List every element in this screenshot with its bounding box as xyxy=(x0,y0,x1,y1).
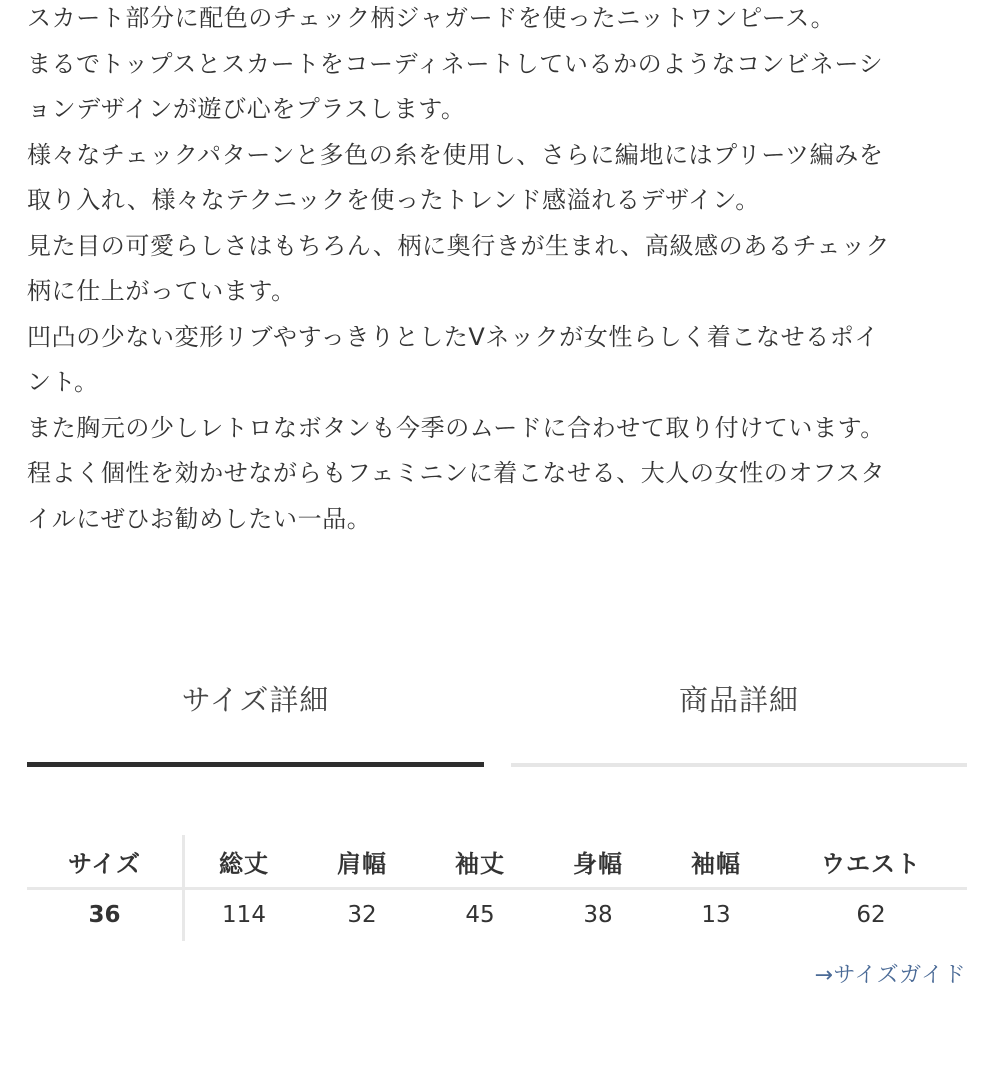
description-line: スカート部分に配色のチェック柄ジャガードを使ったニットワンピース。 xyxy=(27,4,836,32)
tab-inactive-indicator xyxy=(511,763,967,767)
cell-sleeve-width: 13 xyxy=(701,902,731,928)
header-sleeve-length: 袖丈 xyxy=(455,849,505,878)
tab-product-details[interactable] xyxy=(511,668,967,770)
description-line: 見た目の可愛らしさはもちろん、柄に奥行きが生まれ、高級感のあるチェック xyxy=(27,231,891,260)
description-line: ント。 xyxy=(27,368,99,396)
header-total-length: 総丈 xyxy=(219,849,269,878)
cell-body-width: 38 xyxy=(583,902,613,928)
size-guide-link[interactable]: →サイズガイド xyxy=(814,963,966,988)
description-line: 取り入れ、様々なテクニックを使ったトレンド感溢れるデザイン。 xyxy=(27,186,760,214)
tab-active-indicator xyxy=(27,762,484,767)
description-line: 柄に仕上がっています。 xyxy=(27,277,296,305)
cell-shoulder-width: 32 xyxy=(347,902,377,928)
header-body-width: 身幅 xyxy=(573,849,623,878)
description-line: また胸元の少しレトロなボタンも今季のムードに合わせて取り付けています。 xyxy=(27,413,885,442)
description-line: 様々なチェックパターンと多色の糸を使用し、さらに編地にはプリーツ編みを xyxy=(27,140,884,169)
tab-product-details-label: 商品詳細 xyxy=(678,683,799,717)
header-size: サイズ xyxy=(67,849,142,878)
detail-tabs xyxy=(27,668,967,770)
cell-size: 36 xyxy=(88,902,121,928)
cell-waist: 62 xyxy=(856,902,886,928)
tab-size-details-label: サイズ詳細 xyxy=(181,683,330,717)
cell-total-length: 114 xyxy=(222,902,266,928)
cell-sleeve-length: 45 xyxy=(465,902,495,928)
product-description xyxy=(27,0,972,542)
description-line: 凹凸の少ない変形リブやすっきりとしたVネックが女性らしく着こなせるポイ xyxy=(27,322,879,351)
table-row xyxy=(27,890,967,940)
description-line: イルにぜひお勧めしたい一品。 xyxy=(27,504,372,533)
description-line: ョンデザインが遊び心をプラスします。 xyxy=(27,95,466,123)
description-line: 程よく個性を効かせながらもフェミニンに着こなせる、大人の女性のオフスタ xyxy=(27,459,886,487)
description-line: まるでトップスとスカートをコーディネートしているかのようなコンビネーシ xyxy=(27,49,884,78)
tab-size-details[interactable] xyxy=(27,668,484,770)
header-sleeve-width: 袖幅 xyxy=(691,849,741,878)
header-waist: ウエスト xyxy=(821,849,921,878)
header-shoulder-width: 肩幅 xyxy=(337,849,387,878)
table-header-row xyxy=(27,835,967,890)
